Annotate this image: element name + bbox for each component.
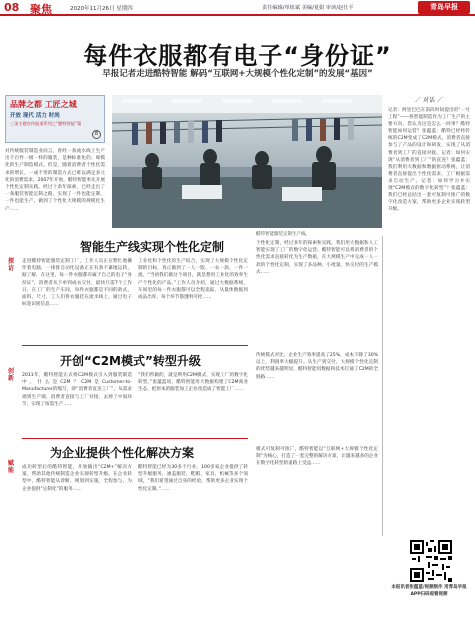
photo-caption: 酷特智能服装定制生产线。 [256,232,310,237]
series-promo-box [5,95,105,143]
section3-column-2: 酷特智能已经为30多个行业、100多家企业提供了转型升级服务，涵盖服装、鞋帽、家具、机械等多个领域。“我们希望通过自身的经验，帮助更多企业实现个性化定制。”…… [138,465,248,492]
section2-heading: 开创“C2M模式”转型升级 [60,354,201,368]
intro-paragraph: 对传统服装制造业而言，曾经一条流水线上生产出千百件一模一样的服装，是种标准化的、规模化的生产制造模式。但是，随着消费者个性化需求的增长，一成不变的制造方式已难以满足多元化的消费需求。2007年开始，酷特智能率先开展个性化定制实践，经过十余年探索，已经走出了一条服装智能定制之路，实现了一件也能定制、一件也能生产，做到了个性化大规模的规模化生产…… [5,149,105,212]
page-header [0,0,475,16]
page-number: 08 [4,1,20,14]
promo-subtitle: 开放 现代 活力 时尚 [10,113,60,119]
section3-heading: 为企业提供个性化解决方案 [50,446,195,460]
newspaper-logo: 青岛早报 [418,1,470,14]
issue-date: 2020年11月26日 星期四 [70,6,133,12]
factory-scene-image [112,95,382,228]
editor-credits: 责任编辑/单纽斌 美编/夏娟 审读/赵仕平 [262,5,354,11]
interview-text: 记者：阿里巴巴在前段时间提出的“一号工程”——将智能制造作为工厂生产的主要方向，您认为这是怎么一回事？酷特智能如何运营？张蕴蓝：酷特已经将传统的C2M变成了C2M模式，消费者直接参与了产品的设计和研发，实现了从消费者到工厂的直接对接。记者：如何实现“从消费者到工厂”的直连？张蕴蓝：我们利用大数据和数据驱动系统，让消费者直接提出个性化需求，工厂根据需求自动生产。记者：如何学习并实现“C2M模式的数字化转型”？张蕴蓝：我们已经总结出一套可复制可推广的数字化改造方案，帮助更多企业实现转型升级。 [388,108,470,213]
section3-column-3: 模式可复制可推广，酷特智能以“互联网+大规模个性化定制”为核心，打造了一套完整的解决方案，让越来越多的企业在数字化转型的道路上受益…… [256,447,378,467]
section2-column-3: 传统模式对比，企业生产效率提高了25%，成本下降了30%以上，利润率大幅提升。从生产到交付，大规模个性化定制的优势越来越明显，酷特智能用数据和技术打通了C2M的全链路…… [256,353,378,380]
qr-caption: 本报讯者张蕴蓝/视频制作 用青岛早报APP扫码观看视频 [391,585,467,597]
section1-column-1: 走进酷特智能服装定制工厂，工作人员正在繁忙地操作着电脑，一排排自动化设备正在有条不紊地运转。据了解，在这里，每一件衣服都有属于自己的电子“身份证”，消费者从下单到成衣交付，最快只需7个工作日。在工厂的生产车间，每件衣服都是不同的款式、面料、尺寸，工人们将衣服挂在流水线上，通过电子标签识别信息…… [22,259,132,308]
section3-column-1: 成功转型后的酷特智能，开始输出“C2M+”解决方案，帮助其他传统制造企业实现转型升级。在企业转型中，酷特智能从诊断、规划到实施，全程参与，为企业提供“定制化”的服务…… [22,465,132,492]
qr-code-icon [410,540,452,582]
qr-code[interactable] [410,540,452,582]
interview-heading: ／ 对话 ／ [415,97,443,104]
promo-title: 品牌之都 工匠之城 [10,100,77,109]
series-number-badge: 8 [92,130,101,139]
section-divider [22,345,248,346]
section2-column-2: “我们所做的，就是利用C2M模式，实现工厂的数字化转型。”张蕴蓝说，酷特智能用大数据构建了C2M商业生态，把原本的服装加工企业改造成了智能工厂…… [138,373,248,393]
section2-column-1: 2011年，酷特智能正式将C2M模式引入到服装制造中。什么是C2M？C2M是Customer-to-Manufacturer的缩写，即“消费者直连工厂”，从需求端到生产端，消费者直接与工厂对接，去掉了中间环节，实现了按需生产…… [22,373,132,407]
interview-sidebar [388,95,470,228]
section-label-innovation: 创新 [7,368,14,382]
section1-column-3: 个性化定制，经过多年的探索和实践，我们用大数据和人工智能实现了工厂的数字化运营。酷特智能可以将消费者的个性化需求直接转化为生产数据，在大规模生产中完成一人一款的个性化定制，实现了多品种、小批量、快交付的生产模式…… [256,241,378,275]
column-divider [382,236,383,536]
section1-column-2: 工业化和个性化的生产结合，实现了大规模个性化定制的目标，真正做到了一人一版、一衣一款、一件一流。“当初我们做这个项目，就是想用工业化的效率生产个性化的产品。”工作人员介绍，通过大数据系统，车间里的每一件衣服都可以全程追踪，从量体数据到成品出库，每个环节都透明可控…… [138,259,248,301]
section-name: 聚焦 [30,3,52,16]
section1-heading: 智能生产线实现个性化定制 [80,240,225,254]
section-label-explore: 探访 [7,258,14,272]
section-label-empower: 赋能 [7,460,14,474]
section-divider [22,438,248,439]
factory-photo [112,95,382,228]
headline: 每件衣服都有电子“身份证” [83,42,392,70]
subheadline: 早报记者走进酷特智能 解码“互联网+大规模个性化定制”的发展“基因” [102,69,373,79]
promo-note: 三条主题宣传报道系列之“酷特智能”篇 [10,121,82,126]
